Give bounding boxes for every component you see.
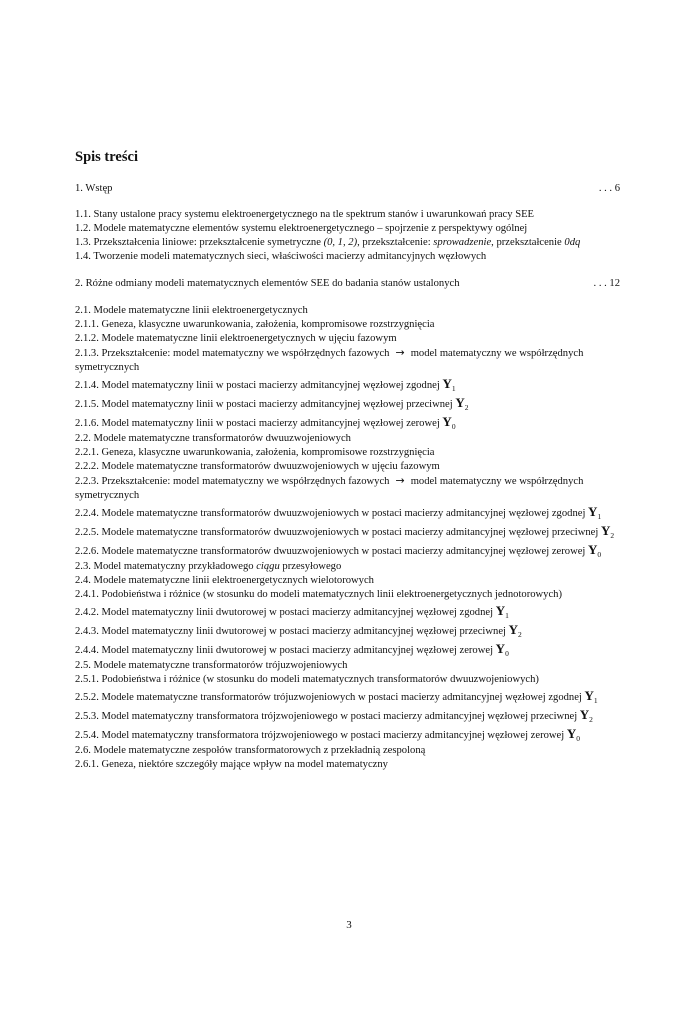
- matrix-subscript: 2: [610, 531, 615, 540]
- toc-text: 2.2.6. Modele matematyczne transformatorów dwuuzwojeniowych w postaci macierzy admitancyjnej węzłowej zerowej: [75, 546, 589, 557]
- matrix-symbol: Y: [584, 688, 594, 703]
- page-number: 3: [346, 919, 352, 931]
- matrix-symbol: Y: [455, 395, 465, 410]
- matrix-symbol: Y: [442, 414, 452, 429]
- toc-text: 2.4.2. Model matematyczny linii dwutorowej w postaci macierzy admitancyjnej węzłowej zgodnej: [75, 607, 496, 618]
- toc-entry-2-1-4[interactable]: [75, 375, 620, 394]
- toc-text: 2.1.3. Przekształcenie: model matematyczny we współrzędnych fazowych: [75, 348, 390, 359]
- matrix-subscript: 2: [589, 715, 593, 724]
- matrix-subscript: 0: [597, 550, 602, 559]
- toc-page-ref: . . . 12: [593, 278, 620, 289]
- toc-italic-text: 0dq: [564, 237, 581, 248]
- toc-entry-2-2[interactable]: 2.2. Modele matematyczne transformatorów dwuuzwojeniowych: [75, 433, 351, 444]
- toc-entry-2-5-3[interactable]: [75, 706, 620, 725]
- toc-entry-2-2-1[interactable]: 2.2.1. Geneza, klasyczne uwarunkowania, założenia, kompromisowe rozstrzygnięcia: [75, 447, 435, 458]
- toc-entry-2-2-3[interactable]: [75, 474, 620, 503]
- matrix-symbol: Y: [495, 603, 506, 618]
- toc-entry-2-4[interactable]: 2.4. Modele matematyczne linii elektroenergetycznych wielotorowych: [75, 575, 374, 586]
- matrix-symbol: Y: [566, 726, 577, 741]
- toc-italic-text: (0, 1, 2): [323, 237, 358, 248]
- matrix-symbol: Y: [588, 542, 598, 557]
- right-arrow-icon: →: [395, 346, 405, 359]
- toc-text: 2.5.2. Modele matematyczne transformatorów trójuzwojeniowych w postaci macierzy admitancyjnej węzłowej zgodnej: [75, 692, 585, 703]
- matrix-subscript: 0: [505, 649, 509, 658]
- matrix-subscript: 1: [451, 384, 456, 393]
- toc-entry-2-1-2[interactable]: 2.1.2. Modele matematyczne linii elektroenergetycznych w ujęciu fazowym: [75, 333, 397, 344]
- toc-text: przesyłowego: [279, 561, 342, 572]
- toc-text: , przekształcenie: [491, 237, 565, 248]
- matrix-subscript: 0: [576, 734, 580, 743]
- toc-entry-2-6[interactable]: 2.6. Modele matematyczne zespołów transformatorowych z przekładnią zespoloną: [75, 745, 426, 756]
- toc-text: 1.3. Przekształcenia liniowe: przekształcenie symetryczne: [75, 237, 324, 248]
- toc-entry-2-1-5[interactable]: [75, 394, 620, 413]
- toc-entry-2-2-5[interactable]: [75, 522, 620, 541]
- toc-italic-text: sprowadzenie: [433, 237, 492, 248]
- toc-chapter-1[interactable]: [75, 182, 620, 196]
- spacer: [75, 196, 620, 208]
- toc-entry-2-1-3[interactable]: [75, 346, 620, 375]
- toc-entry-2-2-2[interactable]: 2.2.2. Modele matematyczne transformatorów dwuuzwojeniowych w ujęciu fazowym: [75, 461, 440, 472]
- toc-entry-1-4[interactable]: 1.4. Tworzenie modeli matematycznych sieci, właściwości macierzy admitancyjnych węzłowych: [75, 251, 487, 262]
- toc-text: 2.4.3. Model matematyczny linii dwutorowej w postaci macierzy admitancyjnej węzłowej przeciwnej: [75, 626, 509, 637]
- toc-entry-2-4-4[interactable]: [75, 640, 620, 659]
- toc-text: 2.5.3. Model matematyczny transformatora trójzwojeniowego w postaci macierzy admitancyjnej węzłowej przeciwnej: [75, 711, 580, 722]
- matrix-subscript: 0: [451, 422, 456, 431]
- toc-text: 2.1.5. Model matematyczny linii w postaci macierzy admitancyjnej węzłowej przeciwnej: [75, 399, 456, 410]
- spacer: [75, 291, 620, 304]
- matrix-symbol: Y: [508, 622, 518, 637]
- toc-text: 2.2.4. Modele matematyczne transformatorów dwuuzwojeniowych w postaci macierzy admitancyjnej węzłowej zgodnej: [75, 508, 589, 519]
- toc-text: 2.1.4. Model matematyczny linii w postaci macierzy admitancyjnej węzłowej zgodnej: [75, 380, 443, 391]
- toc-text: model matematyczny we współrzędnych symetrycznych: [75, 348, 584, 373]
- matrix-symbol: Y: [600, 523, 611, 538]
- matrix-symbol: Y: [588, 504, 598, 519]
- toc-chapter-2[interactable]: [75, 277, 620, 291]
- toc-italic-text: ciągu: [256, 561, 280, 572]
- toc-text: model matematyczny we współrzędnych symetrycznych: [75, 476, 584, 501]
- toc-entry-2-1[interactable]: 2.1. Modele matematyczne linii elektroenergetycznych: [75, 305, 308, 316]
- matrix-symbol: Y: [442, 376, 452, 391]
- matrix-symbol: Y: [579, 707, 590, 722]
- toc-text: 2.3. Model matematyczny przykładowego: [75, 561, 257, 572]
- matrix-symbol: Y: [495, 641, 506, 656]
- toc-page-ref: . . . 6: [598, 183, 620, 194]
- toc-entry-1-3[interactable]: [75, 236, 620, 250]
- toc-entry-2-1-6[interactable]: [75, 413, 620, 432]
- toc-entry-1-1[interactable]: 1.1. Stany ustalone pracy systemu elektroenergetycznego na tle spektrum stanów i uwarunkowań pracy SEE: [75, 209, 535, 220]
- toc-entry-2-2-6[interactable]: [75, 541, 620, 560]
- toc-entry-2-1-1[interactable]: 2.1.1. Geneza, klasyczne uwarunkowania, założenia, kompromisowe rozstrzygnięcia: [75, 319, 435, 330]
- matrix-subscript: 1: [597, 512, 602, 521]
- right-arrow-icon: →: [395, 474, 405, 487]
- matrix-subscript: 2: [518, 630, 522, 639]
- toc-text: 2.4.4. Model matematyczny linii dwutorowej w postaci macierzy admitancyjnej węzłowej zerowej: [75, 645, 496, 656]
- matrix-subscript: 2: [464, 403, 469, 412]
- toc-text: 2.1.6. Model matematyczny linii w postaci macierzy admitancyjnej węzłowej zerowej: [75, 418, 443, 429]
- toc-entry-2-5[interactable]: 2.5. Modele matematyczne transformatorów trójuzwojeniowych: [75, 660, 348, 671]
- toc-entry-label: 2. Różne odmiany modeli matematycznych elementów SEE do badania stanów ustalonych: [75, 278, 460, 289]
- toc-entry-2-5-2[interactable]: [75, 687, 620, 706]
- toc-title: Spis treści: [75, 149, 138, 165]
- toc-text: 2.2.5. Modele matematyczne transformatorów dwuuzwojeniowych w postaci macierzy admitancyjnej węzłowej przeciwnej: [75, 527, 601, 538]
- toc-entry-2-3[interactable]: [75, 560, 620, 574]
- toc-entry-1-2[interactable]: 1.2. Modele matematyczne elementów systemu elektroenergetycznego – spojrzenie z perspektywy ogólnej: [75, 223, 528, 234]
- toc-text: 2.5.4. Model matematyczny transformatora trójzwojeniowego w postaci macierzy admitancyjnej węzłowej zerowej: [75, 730, 567, 741]
- toc-text: , przekształcenie:: [357, 237, 434, 248]
- toc-entry-2-2-4[interactable]: [75, 503, 620, 522]
- table-of-contents: [75, 148, 620, 772]
- toc-entry-2-4-3[interactable]: [75, 621, 620, 640]
- toc-text: 2.2.3. Przekształcenie: model matematyczny we współrzędnych fazowych: [75, 476, 390, 487]
- toc-entry-label: 1. Wstęp: [75, 183, 113, 194]
- toc-entry-2-4-1[interactable]: 2.4.1. Podobieństwa i różnice (w stosunku do modeli matematycznych linii elektroenergetycznych jednotorowych): [75, 589, 562, 600]
- toc-entry-2-5-1[interactable]: 2.5.1. Podobieństwa i różnice (w stosunku do modeli matematycznych transformatorów dwuuzwojeniowych): [75, 674, 539, 685]
- matrix-subscript: 1: [505, 611, 509, 620]
- toc-entry-2-6-1[interactable]: 2.6.1. Geneza, niektóre szczegóły mające wpływ na model matematyczny: [75, 759, 388, 770]
- matrix-subscript: 1: [593, 696, 598, 705]
- toc-entry-2-5-4[interactable]: [75, 725, 620, 744]
- toc-entry-2-4-2[interactable]: [75, 602, 620, 621]
- spacer: [75, 264, 620, 277]
